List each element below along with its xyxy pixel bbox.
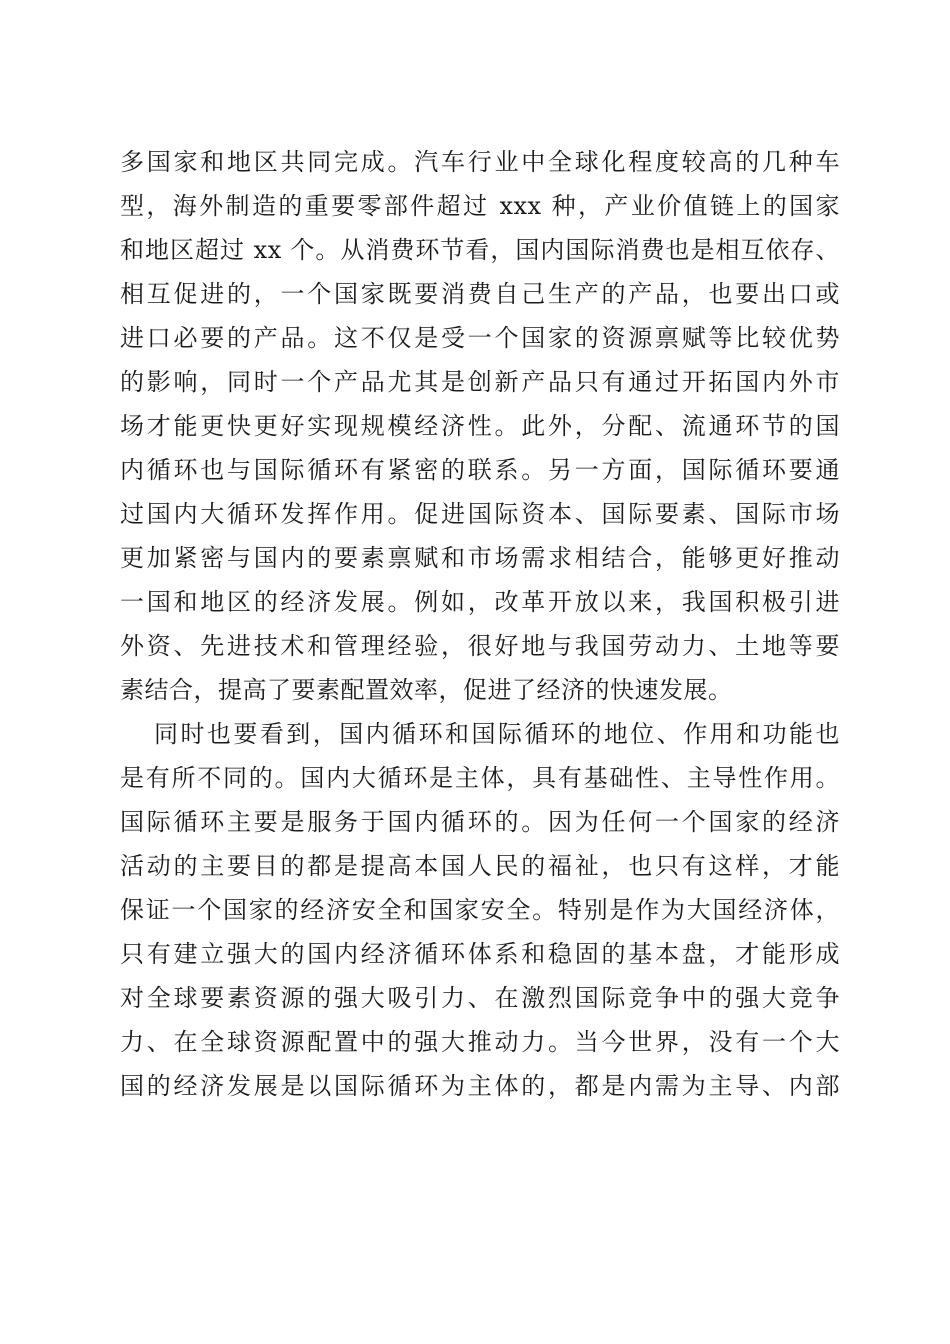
paragraph-2-line-1: 同时也要看到，国内循环和国际循环的地位、作用和功能也: [154, 720, 840, 748]
paragraph-1-line-9: 过国内大循环发挥作用。促进国际资本、国际要素、国际市场: [120, 500, 840, 528]
paragraph-1-line-12: 外资、先进技术和管理经验，很好地与我国劳动力、土地等要: [120, 632, 840, 660]
paragraph-2-line-5: 保证一个国家的经济安全和国家安全。特别是作为大国经济体，: [120, 896, 840, 924]
paragraph-1-line-13: 素结合，提高了要素配置效率，促进了经济的快速发展。: [120, 676, 733, 704]
paragraph-1-line-5: 进口必要的产品。这不仅是受一个国家的资源禀赋等比较优势: [120, 324, 840, 352]
paragraph-2-line-2: 是有所不同的。国内大循环是主体，具有基础性、主导性作用。: [120, 764, 840, 792]
paragraph-2-line-9: 国的经济发展是以国际循环为主体的，都是内需为主导、内部: [120, 1072, 840, 1100]
paragraph-1-line-6: 的影响，同时一个产品尤其是创新产品只有通过开拓国内外市: [120, 368, 840, 396]
paragraph-1-line-8: 内循环也与国际循环有紧密的联系。另一方面，国际循环要通: [120, 456, 840, 484]
body-text: [120, 140, 840, 1108]
paragraph-2-line-4: 活动的主要目的都是提高本国人民的福祉，也只有这样，才能: [120, 852, 840, 880]
paragraph-1-line-7: 场才能更快更好实现规模经济性。此外，分配、流通环节的国: [120, 412, 840, 440]
paragraph-2-line-7: 对全球要素资源的强大吸引力、在激烈国际竞争中的强大竞争: [120, 984, 840, 1012]
paragraph-2-line-8: 力、在全球资源配置中的强大推动力。当今世界，没有一个大: [120, 1028, 840, 1056]
paragraph-1-line-4: 相互促进的，一个国家既要消费自己生产的产品，也要出口或: [120, 280, 840, 308]
paragraph-2-line-3: 国际循环主要是服务于国内循环的。因为任何一个国家的经济: [120, 808, 840, 836]
paragraph-1-line-1: 多国家和地区共同完成。汽车行业中全球化程度较高的几种车: [120, 148, 840, 176]
paragraph-1-line-3: 和地区超过 xx 个。从消费环节看，国内国际消费也是相互依存、: [120, 236, 840, 264]
paragraph-2-line-6: 只有建立强大的国内经济循环体系和稳固的基本盘，才能形成: [120, 940, 840, 968]
paragraph-1-line-11: 一国和地区的经济发展。例如，改革开放以来，我国积极引进: [120, 588, 840, 616]
paragraph-1-line-10: 更加紧密与国内的要素禀赋和市场需求相结合，能够更好推动: [120, 544, 840, 572]
paragraph-1-line-2: 型，海外制造的重要零部件超过 xxx 种，产业价值链上的国家: [120, 192, 840, 220]
